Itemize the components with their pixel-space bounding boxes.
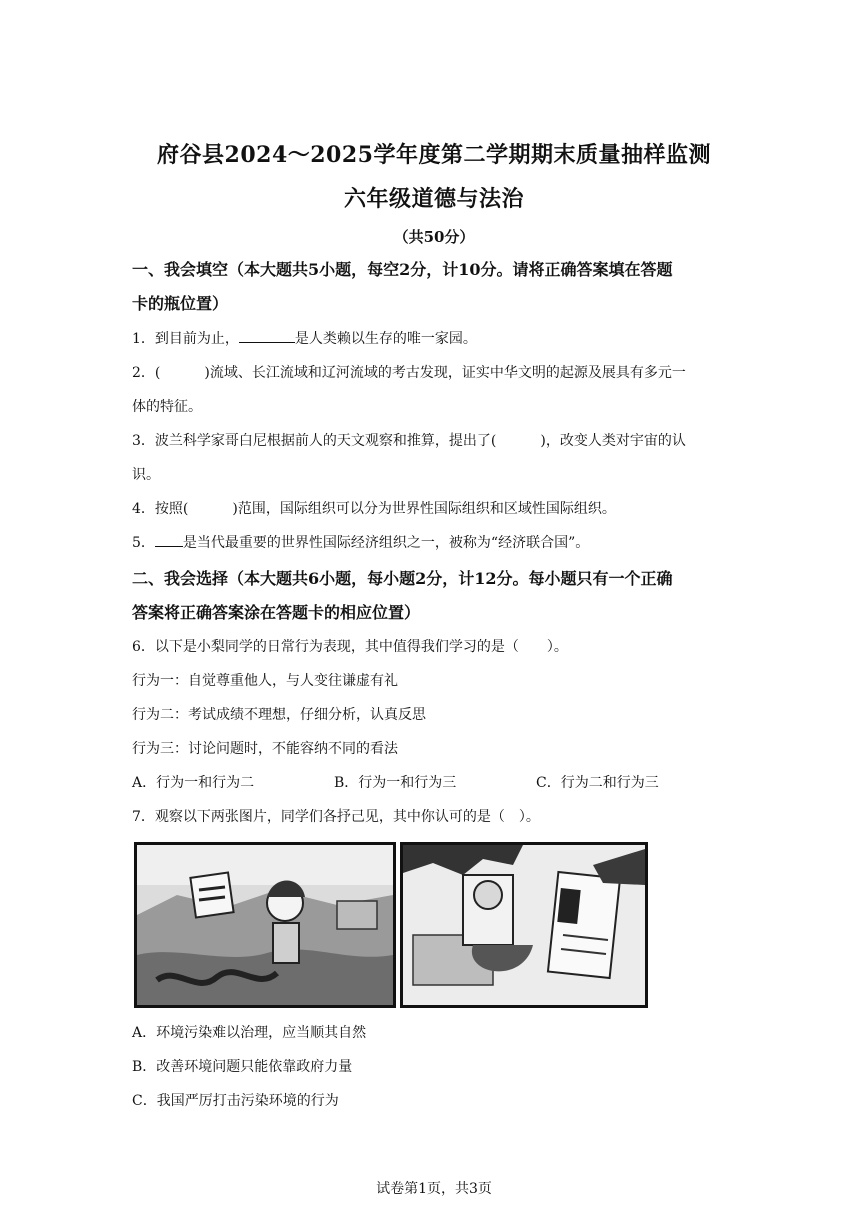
q6-behavior-1: 行为一：自觉尊重他人，与人变往谦虚有礼: [132, 673, 398, 689]
q1-post: 是人类赖以生存的唯一家园。: [294, 331, 477, 347]
section2-heading: [132, 562, 742, 630]
section2-heading-line2: 答案将正确答案涂在答题卡的相应位置）: [132, 603, 421, 622]
question-4: [132, 492, 742, 526]
section1-heading: [132, 253, 742, 321]
cartoon-image-left: [134, 842, 396, 1008]
exam-subject: 六年级道德与法治: [343, 186, 524, 212]
question-1: [132, 322, 742, 356]
q5-post: 是当代最重要的世界性国际经济组织之一，被称为“经济联合国”。: [182, 535, 590, 551]
q6-behavior-3: 行为三：讨论问题时，不能容纳不同的看法: [132, 741, 398, 757]
q7-option-a[interactable]: A．环境污染难以治理，应当顺其自然: [132, 1025, 367, 1041]
q6-option-a[interactable]: A．行为一和行为二: [132, 775, 255, 791]
question-3-cont: 识。: [132, 467, 160, 483]
question-5: [132, 526, 742, 560]
q3-post: )，改变人类对宇宙的认: [540, 433, 686, 449]
q6-behavior-2: 行为二：考试成绩不理想，仔细分析，认真反思: [132, 707, 426, 723]
q4-post: )范围，国际组织可以分为世界性国际组织和区域性国际组织。: [232, 501, 616, 517]
section1-heading-line2: 卡的瓶位置）: [132, 294, 229, 313]
q7-option-b[interactable]: B．改善环境问题只能依靠政府力量: [132, 1059, 353, 1075]
q2-post: )流域、长江流域和辽河流域的考古发现，证实中华文明的起源及展具有多元一: [204, 365, 686, 381]
q5-pre: 5．: [132, 535, 155, 551]
exam-title: 府谷县2024～2025学年度第二学期期末质量抽样监测: [157, 142, 711, 168]
q6-option-b[interactable]: B．行为一和行为三: [334, 775, 457, 791]
q1-pre: 1．到目前为止，: [132, 331, 239, 347]
total-score: （共50分）: [393, 228, 475, 246]
question-6-stem: 6．以下是小梨同学的日常行为表现，其中值得我们学习的是（ ）。: [132, 639, 568, 655]
q1-blank[interactable]: [239, 328, 295, 343]
q6-option-c[interactable]: C．行为二和行为三: [536, 775, 659, 791]
section1-heading-line1: 一、我会填空（本大题共5小题，每空2分，计10分。请将正确答案填在答题: [132, 260, 673, 279]
section2-heading-line1: 二、我会选择（本大题共6小题，每小题2分，计12分。每小题只有一个正确: [132, 569, 673, 588]
question-2: [132, 356, 742, 390]
q5-blank[interactable]: [155, 532, 183, 547]
q2-pre: 2．(: [132, 365, 161, 381]
q4-pre: 4．按照(: [132, 501, 189, 517]
question-2-cont: 体的特征。: [132, 399, 202, 415]
q7-option-c[interactable]: C．我国严厉打击污染环境的行为: [132, 1093, 339, 1109]
question-7-stem: 7．观察以下两张图片，同学们各抒己见，其中你认可的是（ ）。: [132, 809, 540, 825]
page-footer: 试卷第1页，共3页: [376, 1181, 492, 1197]
q3-pre: 3．波兰科学家哥白尼根据前人的天文观察和推算，提出了(: [132, 433, 497, 449]
question-3: [132, 424, 742, 458]
cartoon-image-right: [400, 842, 648, 1008]
